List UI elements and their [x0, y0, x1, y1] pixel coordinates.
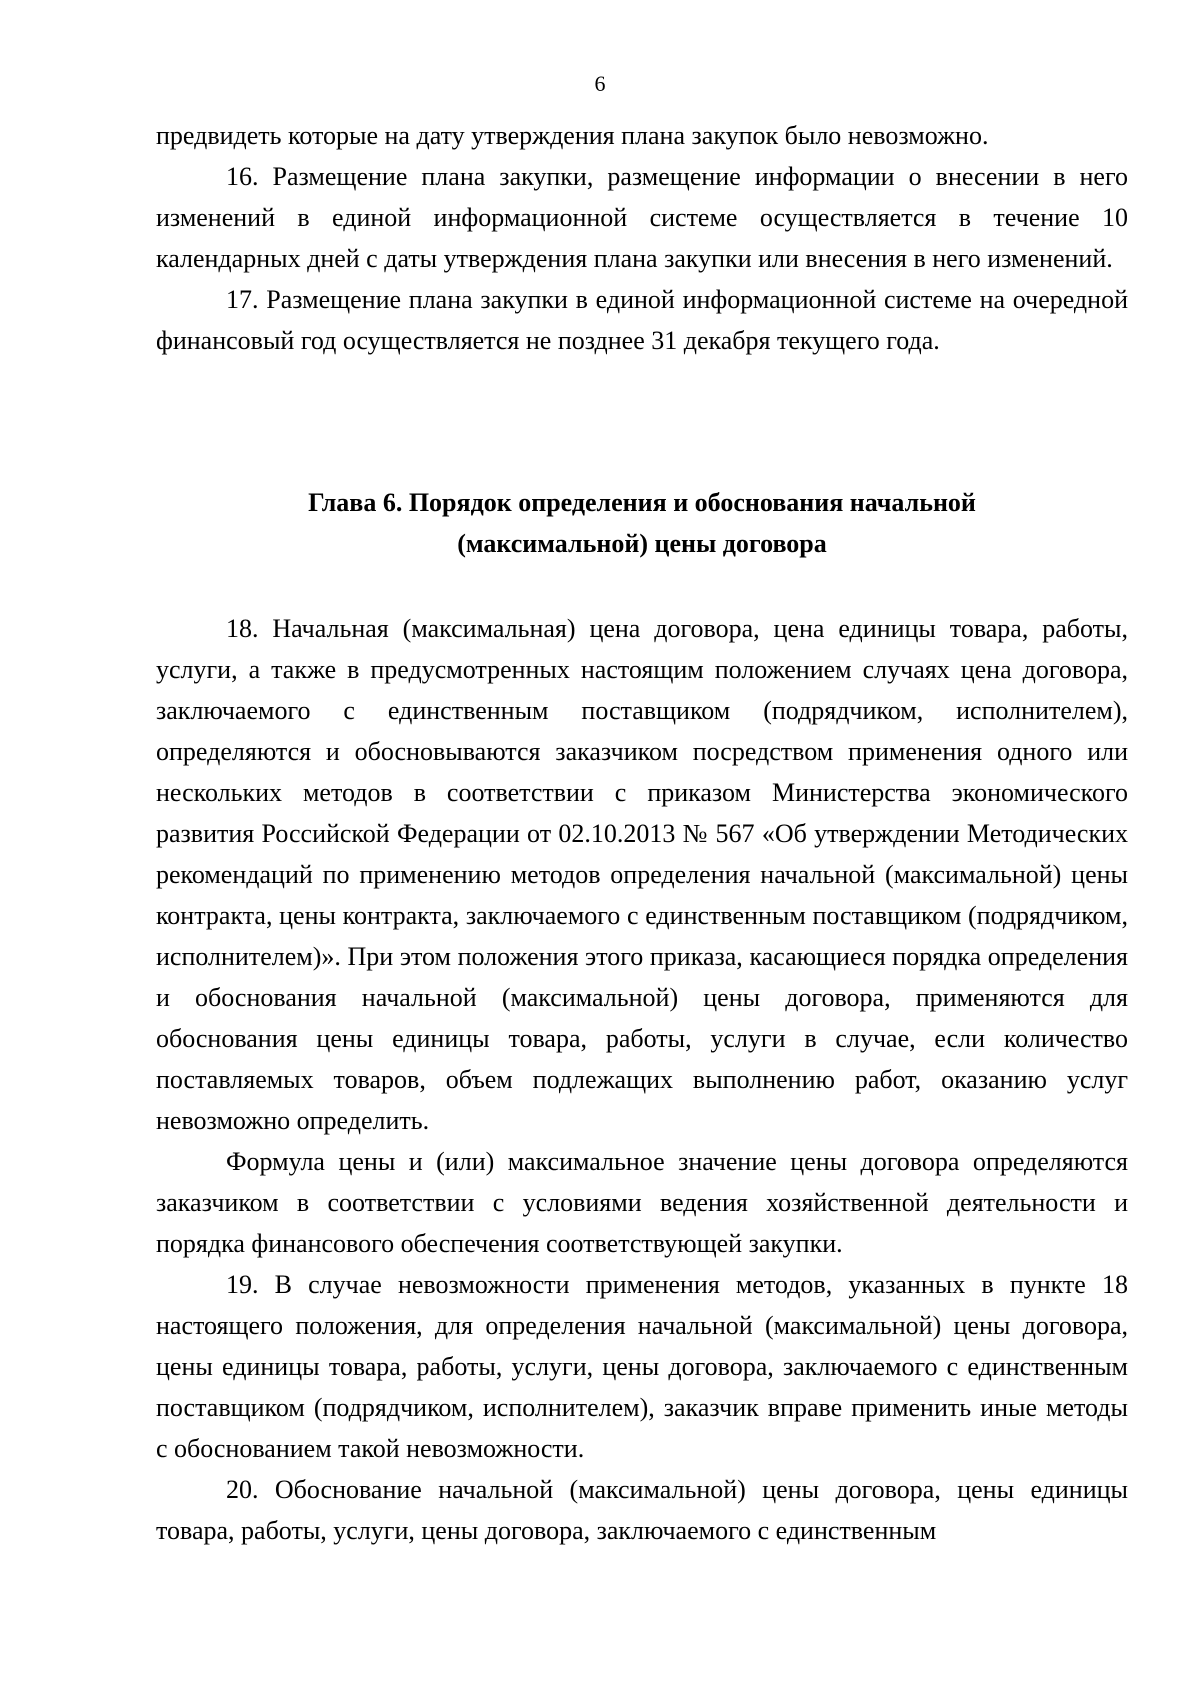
chapter-heading-line-2: (максимальной) цены договора [457, 529, 827, 558]
paragraph-continuation: предвидеть которые на дату утверждения плана закупок было невозможно. [156, 121, 989, 150]
chapter-heading [156, 482, 1128, 564]
section-intro [156, 115, 1128, 361]
paragraph-16: 16. Размещение плана закупки, размещение информации о внесении в него изменений в единой информационной системе осуществляется в течение 10 календарных дней с даты утверждения плана закупки или внесения в него изменений. [156, 162, 1128, 273]
paragraph-18: 18. Начальная (максимальная) цена договора, цена единицы товара, работы, услуги, а также в предусмотренных настоящим положением случаях цена договора, заключаемого с единственным поставщиком (подрядчиком, исполнителем), определяются и обосновываются заказчиком посредством применения одного или нескольких методов в соответствии с приказом Министерства экономического развития Российской Федерации от 02.10.2013 № 567 «Об утверждении Методических рекомендаций по применению методов определения начальной (максимальной) цены контракта, цены контракта, заключаемого с единственным поставщиком (подрядчиком, исполнителем)». При этом положения этого приказа, касающиеся порядка определения и обоснования начальной (максимальной) цены договора, применяются для обоснования цены единицы товара, работы, услуги в случае, если количество поставляемых товаров, объем подлежащих выполнению работ, оказанию услуг невозможно определить. [156, 614, 1128, 1135]
paragraph-20: 20. Обоснование начальной (максимальной) цены договора, цены единицы товара, работы, услуги, цены договора, заключаемого с единственным [156, 1475, 1128, 1545]
section-chapter-6 [156, 608, 1128, 1551]
chapter-heading-line-1: Глава 6. Порядок определения и обоснования начальной [308, 488, 976, 517]
page-number: 6 [594, 71, 606, 96]
paragraph-18-formula: Формула цены и (или) максимальное значение цены договора определяются заказчиком в соответствии с условиями ведения хозяйственной деятельности и порядка финансового обеспечения соответствующей закупки. [156, 1147, 1128, 1258]
paragraph-19: 19. В случае невозможности применения методов, указанных в пункте 18 настоящего положения, для определения начальной (максимальной) цены договора, цены единицы товара, работы, услуги, цены договора, заключаемого с единственным поставщиком (подрядчиком, исполнителем), заказчик вправе применить иные методы с обоснованием такой невозможности. [156, 1270, 1128, 1463]
paragraph-17: 17. Размещение плана закупки в единой информационной системе на очередной финансовый год осуществляется не позднее 31 декабря текущего года. [156, 285, 1128, 355]
